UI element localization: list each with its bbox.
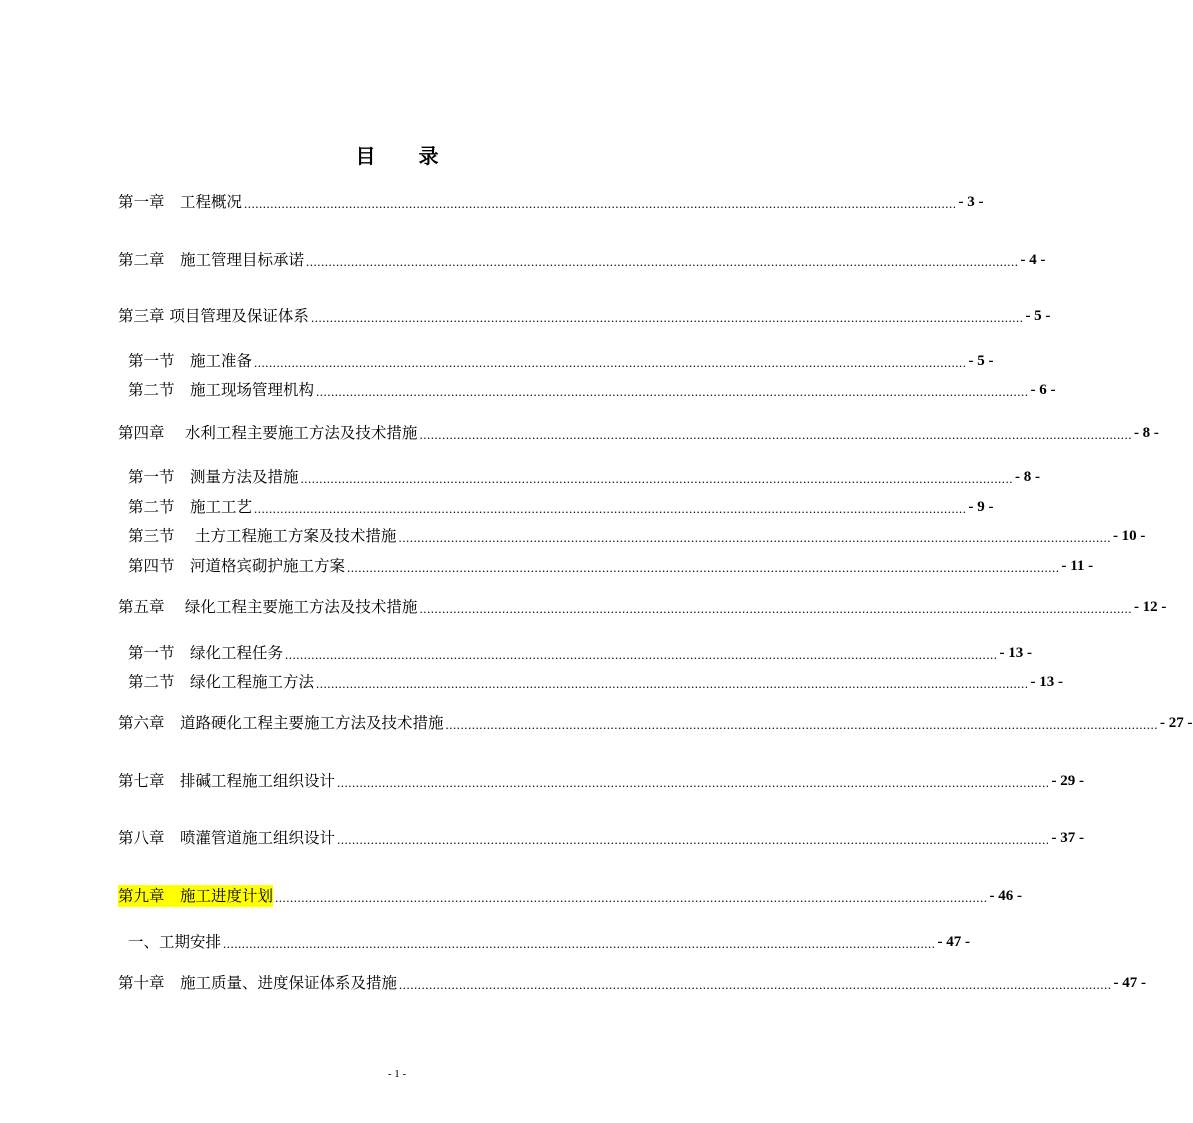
toc-entry-ch5-section-1[interactable]	[128, 642, 1033, 664]
toc-entry-chapter-8[interactable]	[118, 827, 1085, 849]
toc-entry-label: 第七章 排碱工程施工组织设计	[118, 772, 336, 790]
toc-entry-chapter-6[interactable]	[118, 712, 1193, 734]
toc-entry-label: 第一节 测量方法及措施	[128, 468, 299, 486]
toc-entry-label: 第二节 施工现场管理机构	[128, 381, 315, 399]
toc-page-number: - 3 -	[958, 194, 984, 210]
toc-entry-ch4-section-3[interactable]	[128, 525, 1146, 547]
toc-leader-dots: ..............................................................................................................................................................................................	[316, 384, 1029, 399]
toc-page-number: - 5 -	[968, 353, 994, 369]
toc-entry-ch3-section-2[interactable]	[128, 379, 1056, 401]
toc-page-number: - 10 -	[1112, 528, 1146, 544]
toc-entry-chapter-3[interactable]	[118, 305, 1051, 327]
toc-page-number: - 37 -	[1051, 830, 1085, 846]
toc-entry-chapter-7[interactable]	[118, 770, 1085, 792]
toc-entry-ch5-section-2[interactable]	[128, 671, 1064, 693]
toc-entry-label-highlighted: 第九章 施工进度计划	[118, 887, 274, 905]
toc-page-number: - 8 -	[1015, 469, 1041, 485]
toc-page-number: - 8 -	[1133, 425, 1159, 441]
toc-entry-label: 第八章 喷灌管道施工组织设计	[118, 829, 336, 847]
toc-leader-dots: ..............................................................................................................................................................................................	[244, 196, 957, 211]
toc-entry-ch4-section-4[interactable]	[128, 555, 1094, 577]
toc-page-number: - 12 -	[1133, 599, 1167, 615]
toc-entry-chapter-5[interactable]	[118, 596, 1167, 618]
toc-page-number: - 13 -	[1030, 674, 1064, 690]
toc-leader-dots: ..............................................................................................................................................................................................	[398, 530, 1111, 545]
toc-entry-ch9-item-1[interactable]	[128, 931, 971, 953]
toc-leader-dots: ..............................................................................................................................................................................................	[316, 676, 1029, 691]
toc-entry-label: 第四节 河道格宾砌护施工方案	[128, 557, 346, 575]
toc-entry-ch3-section-1[interactable]	[128, 350, 994, 372]
toc-entry-chapter-1[interactable]	[118, 191, 984, 213]
toc-page-number: - 11 -	[1061, 558, 1094, 574]
toc-page-number: - 6 -	[1030, 382, 1056, 398]
toc-page-number: - 5 -	[1025, 308, 1051, 324]
toc-entry-label: 一、工期安排	[128, 933, 222, 951]
toc-entry-ch4-section-1[interactable]	[128, 466, 1041, 488]
page-footer-number: - 1 -	[387, 1068, 407, 1080]
toc-title: 目 录	[355, 144, 457, 168]
toc-leader-dots: ..............................................................................................................................................................................................	[337, 775, 1050, 790]
toc-page-number: - 9 -	[968, 499, 994, 515]
toc-page-number: - 27 -	[1160, 715, 1193, 731]
toc-leader-dots: ..............................................................................................................................................................................................	[419, 601, 1132, 616]
toc-entry-label: 第二章 施工管理目标承诺	[118, 251, 305, 269]
toc-entry-label: 第一节 施工准备	[128, 352, 253, 370]
toc-leader-dots: ..............................................................................................................................................................................................	[285, 647, 998, 662]
toc-entry-label: 第十章 施工质量、进度保证体系及措施	[118, 974, 398, 992]
toc-page-number: - 13 -	[999, 645, 1033, 661]
toc-page-number: - 46 -	[989, 888, 1023, 904]
toc-leader-dots: ..............................................................................................................................................................................................	[254, 355, 967, 370]
toc-entry-label: 第五章 绿化工程主要施工方法及技术措施	[118, 598, 418, 616]
toc-entry-ch4-section-2[interactable]	[128, 496, 994, 518]
toc-entry-label: 第二节 绿化工程施工方法	[128, 673, 315, 691]
toc-leader-dots: ..............................................................................................................................................................................................	[310, 310, 1024, 325]
toc-entry-label: 第一章 工程概况	[118, 193, 243, 211]
toc-entry-label: 第三章 项目管理及保证体系	[118, 307, 309, 325]
toc-leader-dots: ..............................................................................................................................................................................................	[223, 936, 936, 951]
toc-entry-label: 第三节 土方工程施工方案及技术措施	[128, 527, 397, 545]
toc-page-number: - 47 -	[1113, 975, 1147, 991]
toc-leader-dots: ..............................................................................................................................................................................................	[306, 254, 1019, 269]
toc-leader-dots: ..............................................................................................................................................................................................	[419, 427, 1132, 442]
toc-entry-chapter-4[interactable]	[118, 422, 1159, 444]
toc-entry-chapter-9[interactable]	[118, 885, 1023, 907]
toc-entry-label: 第一节 绿化工程任务	[128, 644, 284, 662]
toc-page-number: - 29 -	[1051, 773, 1085, 789]
toc-leader-dots: ..............................................................................................................................................................................................	[445, 717, 1159, 732]
toc-leader-dots: ..............................................................................................................................................................................................	[254, 501, 967, 516]
toc-leader-dots: ..............................................................................................................................................................................................	[337, 832, 1050, 847]
toc-entry-label: 第二节 施工工艺	[128, 498, 253, 516]
toc-entry-label: 第六章 道路硬化工程主要施工方法及技术措施	[118, 714, 444, 732]
toc-leader-dots: ..............................................................................................................................................................................................	[347, 560, 1060, 575]
toc-leader-dots: ..............................................................................................................................................................................................	[275, 890, 988, 905]
toc-entry-label: 第四章 水利工程主要施工方法及技术措施	[118, 424, 418, 442]
toc-page-number: - 4 -	[1020, 252, 1046, 268]
toc-entry-chapter-10[interactable]	[118, 972, 1147, 994]
toc-leader-dots: ..............................................................................................................................................................................................	[300, 471, 1014, 486]
toc-entry-chapter-2[interactable]	[118, 249, 1046, 271]
toc-page-number: - 47 -	[937, 934, 971, 950]
toc-leader-dots: ..............................................................................................................................................................................................	[399, 977, 1112, 992]
